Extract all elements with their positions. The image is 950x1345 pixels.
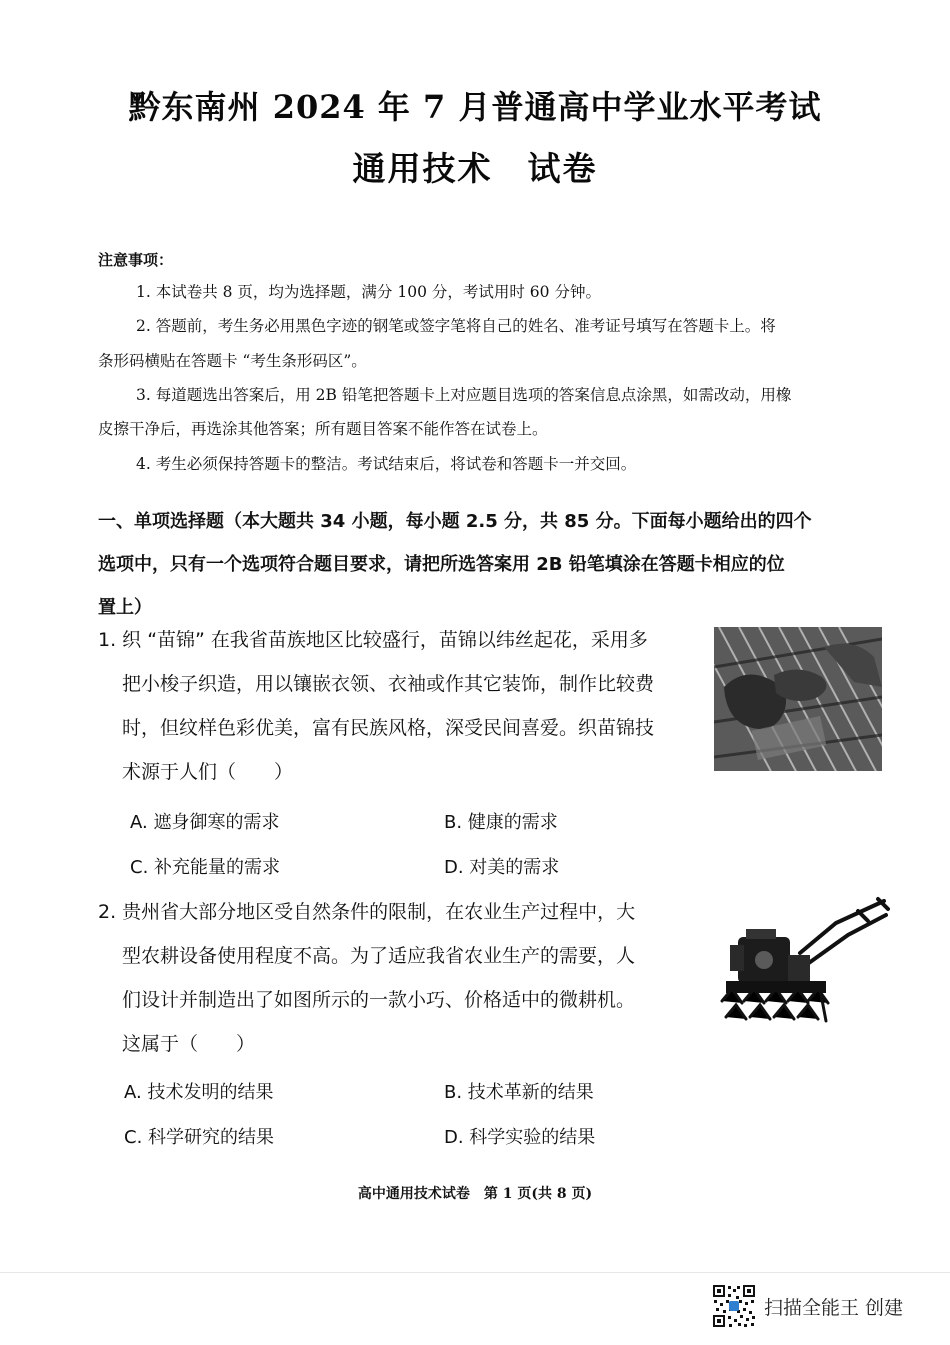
scanner-watermark [712,1284,903,1328]
question-1 [98,618,708,794]
q1-option-d[interactable]: D. 对美的需求 [444,857,560,878]
section-line: 一、单项选择题（本大题共 34 小题，每小题 2.5 分，共 85 分。下面每小题给出的四个 [98,511,812,532]
section-heading [98,500,893,629]
q1-option-c[interactable]: C. 补充能量的需求 [130,857,281,878]
miao-brocade-weaving-photo [714,627,882,771]
q2-option-c[interactable]: C. 科学研究的结果 [124,1127,275,1148]
note-item-1: 1. 本试卷共 8 页，均为选择题，满分 100 分，考试用时 60 分钟。 [136,283,601,301]
notes-heading: 注意事项： [98,251,174,269]
q1-option-a[interactable]: A. 遮身御寒的需求 [130,812,280,833]
q2-option-d[interactable]: D. 科学实验的结果 [444,1127,596,1148]
micro-tiller-illustration [708,893,890,1033]
note-item-3-cont: 皮擦干净后，再选涂其他答案；所有题目答案不能作答在试卷上。 [98,420,548,438]
exam-subtitle: 通用技术 试卷 [352,149,598,188]
section-line: 置上） [98,597,152,618]
question-2 [98,890,718,1066]
question-line: 把小梭子织造，用以镶嵌衣领、衣袖或作其它装饰，制作比较费 [122,673,655,695]
divider [0,1272,950,1273]
note-item-2: 2. 答题前，考生务必用黑色字迹的钢笔或签字笔将自己的姓名、准考证号填写在答题卡上。将 [136,317,776,335]
question-line: 术源于人们（ ） [122,761,294,783]
question-line: 这属于（ ） [122,1033,256,1055]
question-line: 型农耕设备使用程度不高。为了适应我省农业生产的需要，人 [122,945,636,967]
q2-option-b[interactable]: B. 技术革新的结果 [444,1082,594,1103]
note-item-2-cont: 条形码横贴在答题卡 “考生条形码区”。 [98,352,367,370]
note-item-3: 3. 每道题选出答案后，用 2B 铅笔把答题卡上对应题目选项的答案信息点涂黑，如需改动，用橡 [136,386,792,404]
question-line: 时，但纹样色彩优美，富有民族风格，深受民间喜爱。织苗锦技 [122,717,655,739]
note-item-4: 4. 考生必须保持答题卡的整洁。考试结束后，将试卷和答题卡一并交回。 [136,455,637,473]
question-line: 们设计并制造出了如图所示的一款小巧、价格适中的微耕机。 [122,989,636,1011]
section-line: 选项中，只有一个选项符合题目要求，请把所选答案用 2B 铅笔填涂在答题卡相应的位 [98,554,785,575]
page-footer: 高中通用技术试卷 第 1 页(共 8 页) [357,1186,593,1202]
q1-option-b[interactable]: B. 健康的需求 [444,812,558,833]
question-line: 1. 织 “苗锦” 在我省苗族地区比较盛行，苗锦以纬丝起花，采用多 [98,629,648,651]
question-line: 2. 贵州省大部分地区受自然条件的限制，在农业生产过程中，大 [98,901,636,923]
exam-title: 黔东南州 2024 年 7 月普通高中学业水平考试 [128,88,822,126]
watermark-text: 扫描全能王 创建 [764,1296,904,1319]
qr-code-icon [712,1284,756,1328]
q2-option-a[interactable]: A. 技术发明的结果 [124,1082,274,1103]
